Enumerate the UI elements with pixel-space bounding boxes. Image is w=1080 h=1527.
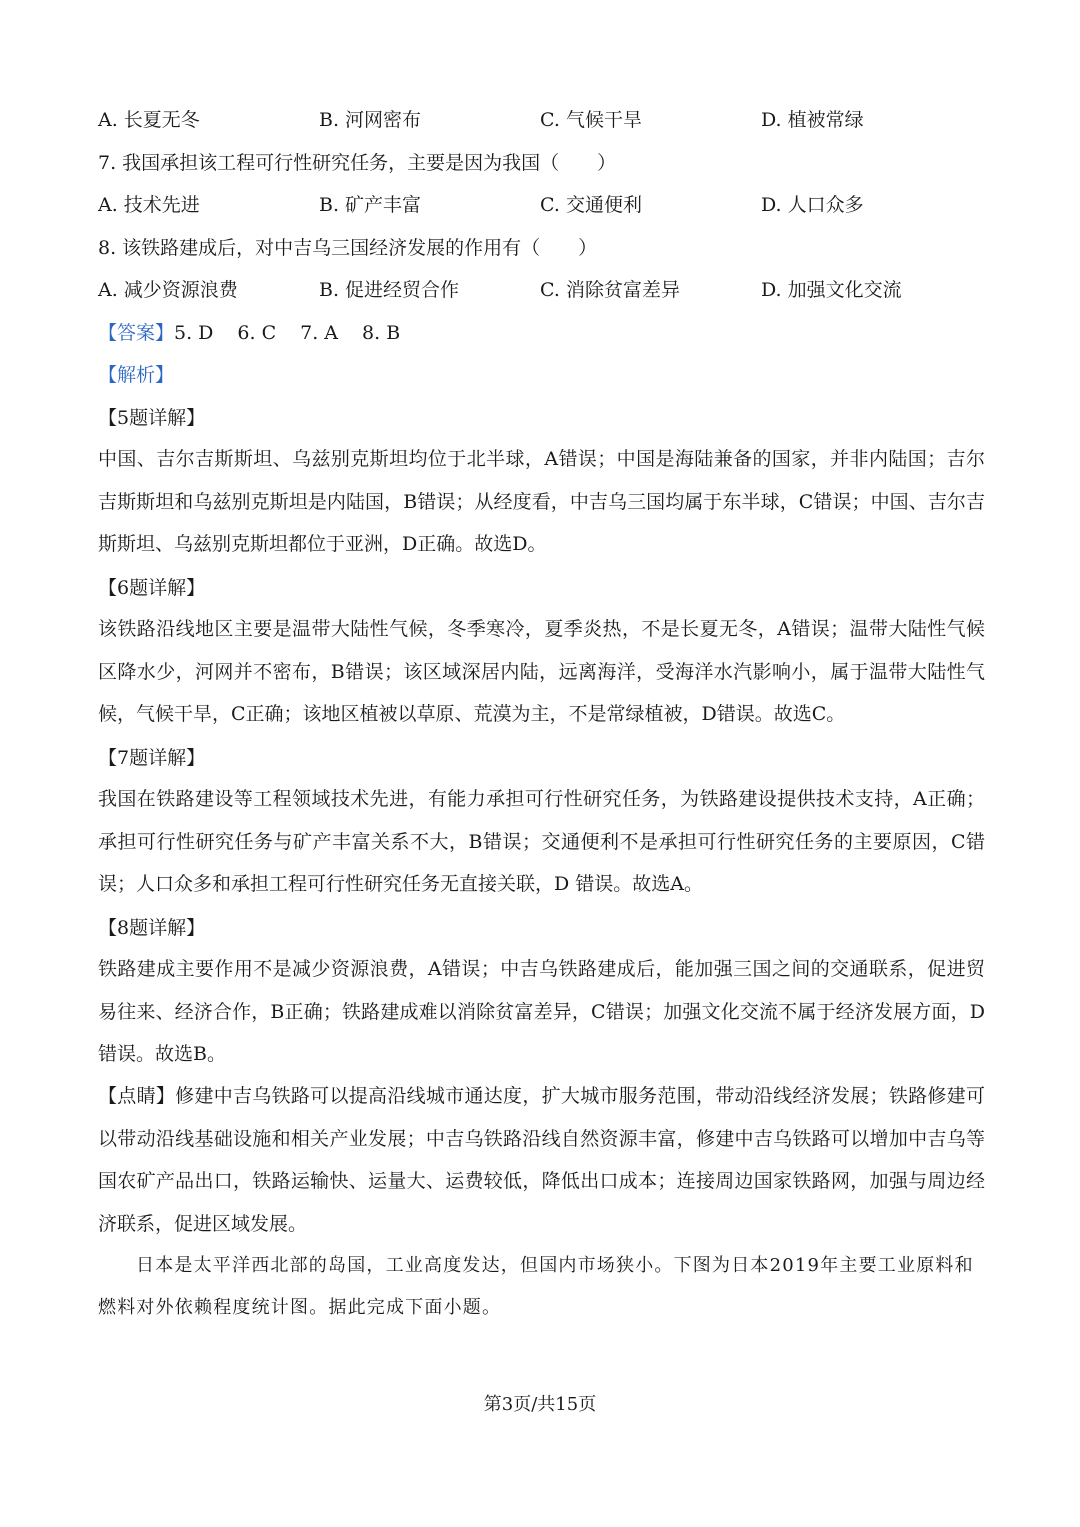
q7-options [98,188,985,222]
detail-7-title: 【7题详解】 [98,747,206,769]
q8-option-c: C. 消除贫富差异 [540,279,680,301]
q6-options [98,103,985,137]
q6-option-b: B. 河网密布 [319,109,422,131]
q6-option-a: A. 长夏无冬 [98,109,200,131]
q8-option-a: A. 减少资源浪费 [98,279,238,301]
dianjing-text: 修建中吉乌铁路可以提高沿线城市通达度，扩大城市服务范围，带动沿线经济发展；铁路修建可以带动沿线基础设施和相关产业发展；中吉乌铁路沿线自然资源丰富，修建中吉乌铁路可以增加中吉乌等国农矿产品出口，铁路运输快、运量大、运费较低，降低出口成本；连接周边国家铁路网，加强与周边经济联系，促进区域发展。 [98,1085,985,1235]
detail-6-text: 该铁路沿线地区主要是温带大陆性气候，冬季寒冷，夏季炎热，不是长夏无冬，A错误；温带大陆性气候区降水少，河网并不密布，B错误；该区域深居内陆，远离海洋，受海洋水汽影响小，属于温带大陆性气候，气候干旱，C正确；该地区植被以草原、荒漠为主，不是常绿植被，D错误。故选C。 [98,618,985,725]
q7-stem: 7. 我国承担该工程可行性研究任务，主要是因为我国（ ） [98,152,617,174]
next-section-intro: 日本是太平洋西北部的岛国，工业高度发达，但国内市场狭小。下图为日本2019年主要工业原料和燃料对外依赖程度统计图。据此完成下面小题。 [98,1255,974,1318]
q7-option-b: B. 矿产丰富 [319,194,422,216]
detail-6-title: 【6题详解】 [98,577,206,599]
q8-stem: 8. 该铁路建成后，对中吉乌三国经济发展的作用有（ ） [98,237,598,259]
q6-option-d: D. 植被常绿 [761,109,864,131]
q8-options [98,273,985,307]
q7-option-d: D. 人口众多 [761,194,864,216]
detail-5-title: 【5题详解】 [98,407,206,429]
q8-option-d: D. 加强文化交流 [761,279,902,301]
detail-5-text: 中国、吉尔吉斯斯坦、乌兹别克斯坦均位于北半球，A错误；中国是海陆兼备的国家，并非内陆国；吉尔吉斯斯坦和乌兹别克斯坦是内陆国，B错误；从经度看，中吉乌三国均属于东半球，C错误；中国、吉尔吉斯斯坦、乌兹别克斯坦都位于亚洲，D正确。故选D。 [98,448,985,555]
answer-label: 【答案】 [98,322,175,344]
answer-item: 8. B [362,322,401,344]
answer-item: 5. D [174,322,214,344]
q6-option-c: C. 气候干旱 [540,109,642,131]
answer-item: 7. A [300,322,339,344]
answer-item: 6. C [237,322,277,344]
q8-option-b: B. 促进经贸合作 [319,279,460,301]
dianjing-label: 【点睛】 [98,1085,176,1107]
answer-line [98,316,985,350]
page-number: 第3页/共15页 [483,1394,597,1415]
detail-8-title: 【8题详解】 [98,917,206,939]
analysis-label: 【解析】 [98,364,175,386]
detail-8-text: 铁路建成主要作用不是减少资源浪费，A错误；中吉乌铁路建成后，能加强三国之间的交通联系，促进贸易往来、经济合作，B正确；铁路建成难以消除贫富差异，C错误；加强文化交流不属于经济发展方面，D错误。故选B。 [98,958,985,1065]
q7-option-c: C. 交通便利 [540,194,642,216]
q7-option-a: A. 技术先进 [98,194,200,216]
detail-7-text: 我国在铁路建设等工程领域技术先进，有能力承担可行性研究任务，为铁路建设提供技术支持，A正确；承担可行性研究任务与矿产丰富关系不大，B错误；交通便利不是承担可行性研究任务的主要原因，C错误；人口众多和承担工程可行性研究任务无直接关联，D 错误。故选A。 [98,788,985,895]
dianjing-block [98,1075,985,1245]
